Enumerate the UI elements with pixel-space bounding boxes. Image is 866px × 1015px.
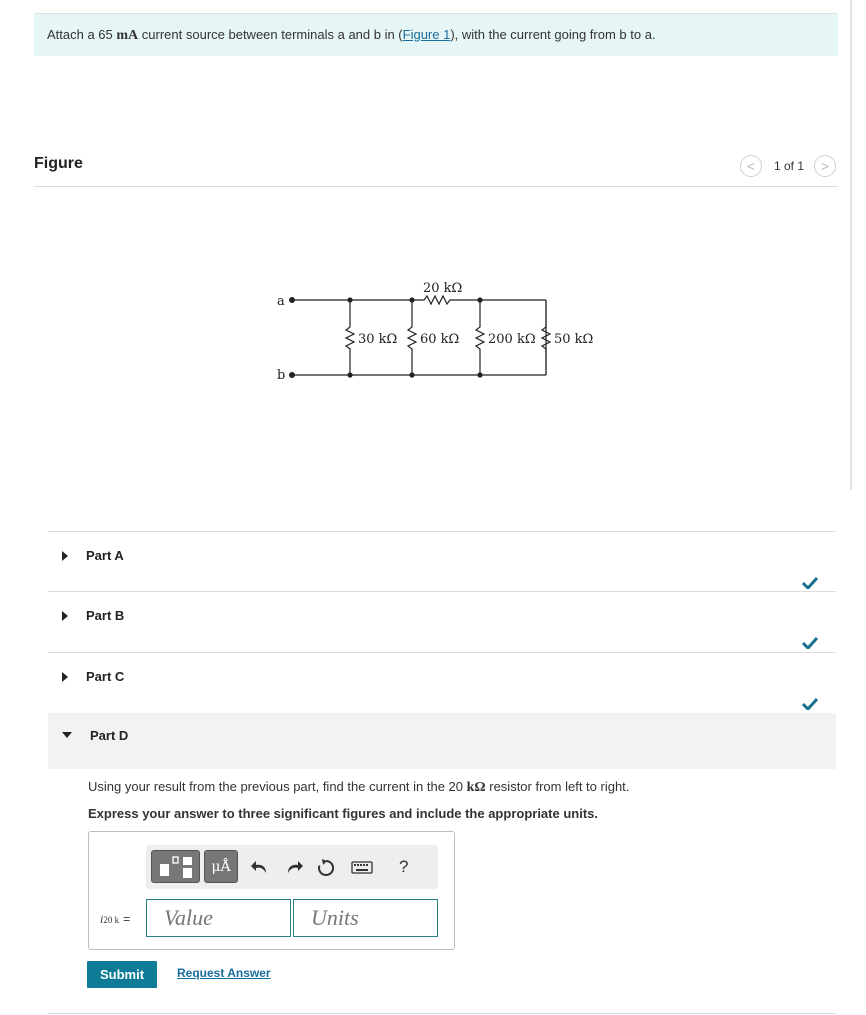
answer-equals: =	[123, 912, 131, 926]
value-input[interactable]: Value	[146, 899, 291, 937]
problem-statement	[34, 13, 838, 56]
answer-box	[88, 831, 455, 950]
expand-triangle-icon	[62, 551, 68, 561]
intro-suffix: ), with the current going from b to a.	[450, 27, 656, 42]
expand-triangle-icon	[62, 672, 68, 682]
junction-node	[409, 297, 414, 302]
part-b-label: Part B	[86, 608, 125, 623]
undo-icon[interactable]	[250, 858, 270, 876]
figure-link[interactable]: Figure 1	[402, 27, 451, 42]
templates-icon	[152, 851, 201, 884]
collapse-triangle-icon	[62, 732, 72, 738]
redo-icon[interactable]	[284, 858, 304, 876]
scrollbar[interactable]	[850, 0, 852, 490]
question-suffix: resistor from left to right.	[485, 779, 630, 794]
divider	[48, 1013, 836, 1014]
expand-triangle-icon	[62, 611, 68, 621]
answer-var: i	[100, 912, 104, 926]
part-a-label: Part A	[86, 548, 124, 563]
units-button[interactable]: μÅ	[204, 850, 238, 883]
keyboard-icon[interactable]	[351, 858, 373, 876]
junction-node	[477, 372, 482, 377]
chevron-right-icon: >	[820, 158, 830, 174]
part-c-label: Part C	[86, 669, 125, 684]
figure-header	[34, 153, 838, 187]
terminal-a-node	[289, 297, 295, 303]
junction-node	[347, 297, 352, 302]
prev-figure-button[interactable]	[740, 155, 762, 177]
terminal-b-label: b	[277, 368, 286, 383]
junction-node	[477, 297, 482, 302]
intro-prefix: Attach a 65	[47, 27, 117, 42]
answer-variable-label	[100, 912, 130, 927]
resistor-30k-label: 30 kΩ	[358, 332, 398, 347]
part-b-header[interactable]	[48, 591, 836, 651]
pager-count: 1 of 1	[773, 159, 804, 173]
intro-unit: mA	[116, 28, 139, 43]
checkmark-icon	[802, 637, 818, 649]
junction-node	[409, 372, 414, 377]
question-unit: kΩ	[466, 780, 486, 795]
circuit-diagram	[270, 275, 610, 385]
question-prefix: Using your result from the previous part, find the current in the 20	[88, 779, 467, 794]
checkmark-icon	[802, 577, 818, 589]
part-d-question	[88, 779, 629, 796]
resistor-20k-label: 20 kΩ	[423, 281, 463, 296]
help-button[interactable]: ?	[399, 857, 409, 876]
checkmark-icon	[802, 698, 818, 710]
math-toolbar	[146, 845, 438, 889]
intro-middle: current source between terminals a and b in (	[138, 27, 403, 42]
junction-node	[347, 372, 352, 377]
templates-button[interactable]	[151, 850, 200, 883]
answer-subscript: 20 k	[103, 915, 120, 925]
resistor-200k-label: 200 kΩ	[488, 332, 536, 347]
terminal-b-node	[289, 372, 295, 378]
submit-button[interactable]: Submit	[87, 961, 157, 988]
resistor-50k-label: 50 kΩ	[554, 332, 594, 347]
part-d-instruction: Express your answer to three significant figures and include the appropriate units.	[88, 806, 598, 821]
next-figure-button[interactable]	[814, 155, 836, 177]
part-d-label: Part D	[90, 728, 129, 743]
terminal-a-label: a	[277, 294, 285, 309]
part-a-header[interactable]	[48, 531, 836, 591]
request-answer-link[interactable]: Request Answer	[177, 966, 271, 980]
part-c-header[interactable]	[48, 652, 836, 712]
resistor-60k-label: 60 kΩ	[420, 332, 460, 347]
units-input[interactable]: Units	[293, 899, 438, 937]
part-d-header[interactable]	[48, 713, 836, 769]
figure-pager	[740, 155, 836, 177]
figure-title: Figure	[34, 155, 83, 172]
reset-icon[interactable]	[316, 858, 336, 876]
chevron-left-icon: <	[746, 158, 756, 174]
